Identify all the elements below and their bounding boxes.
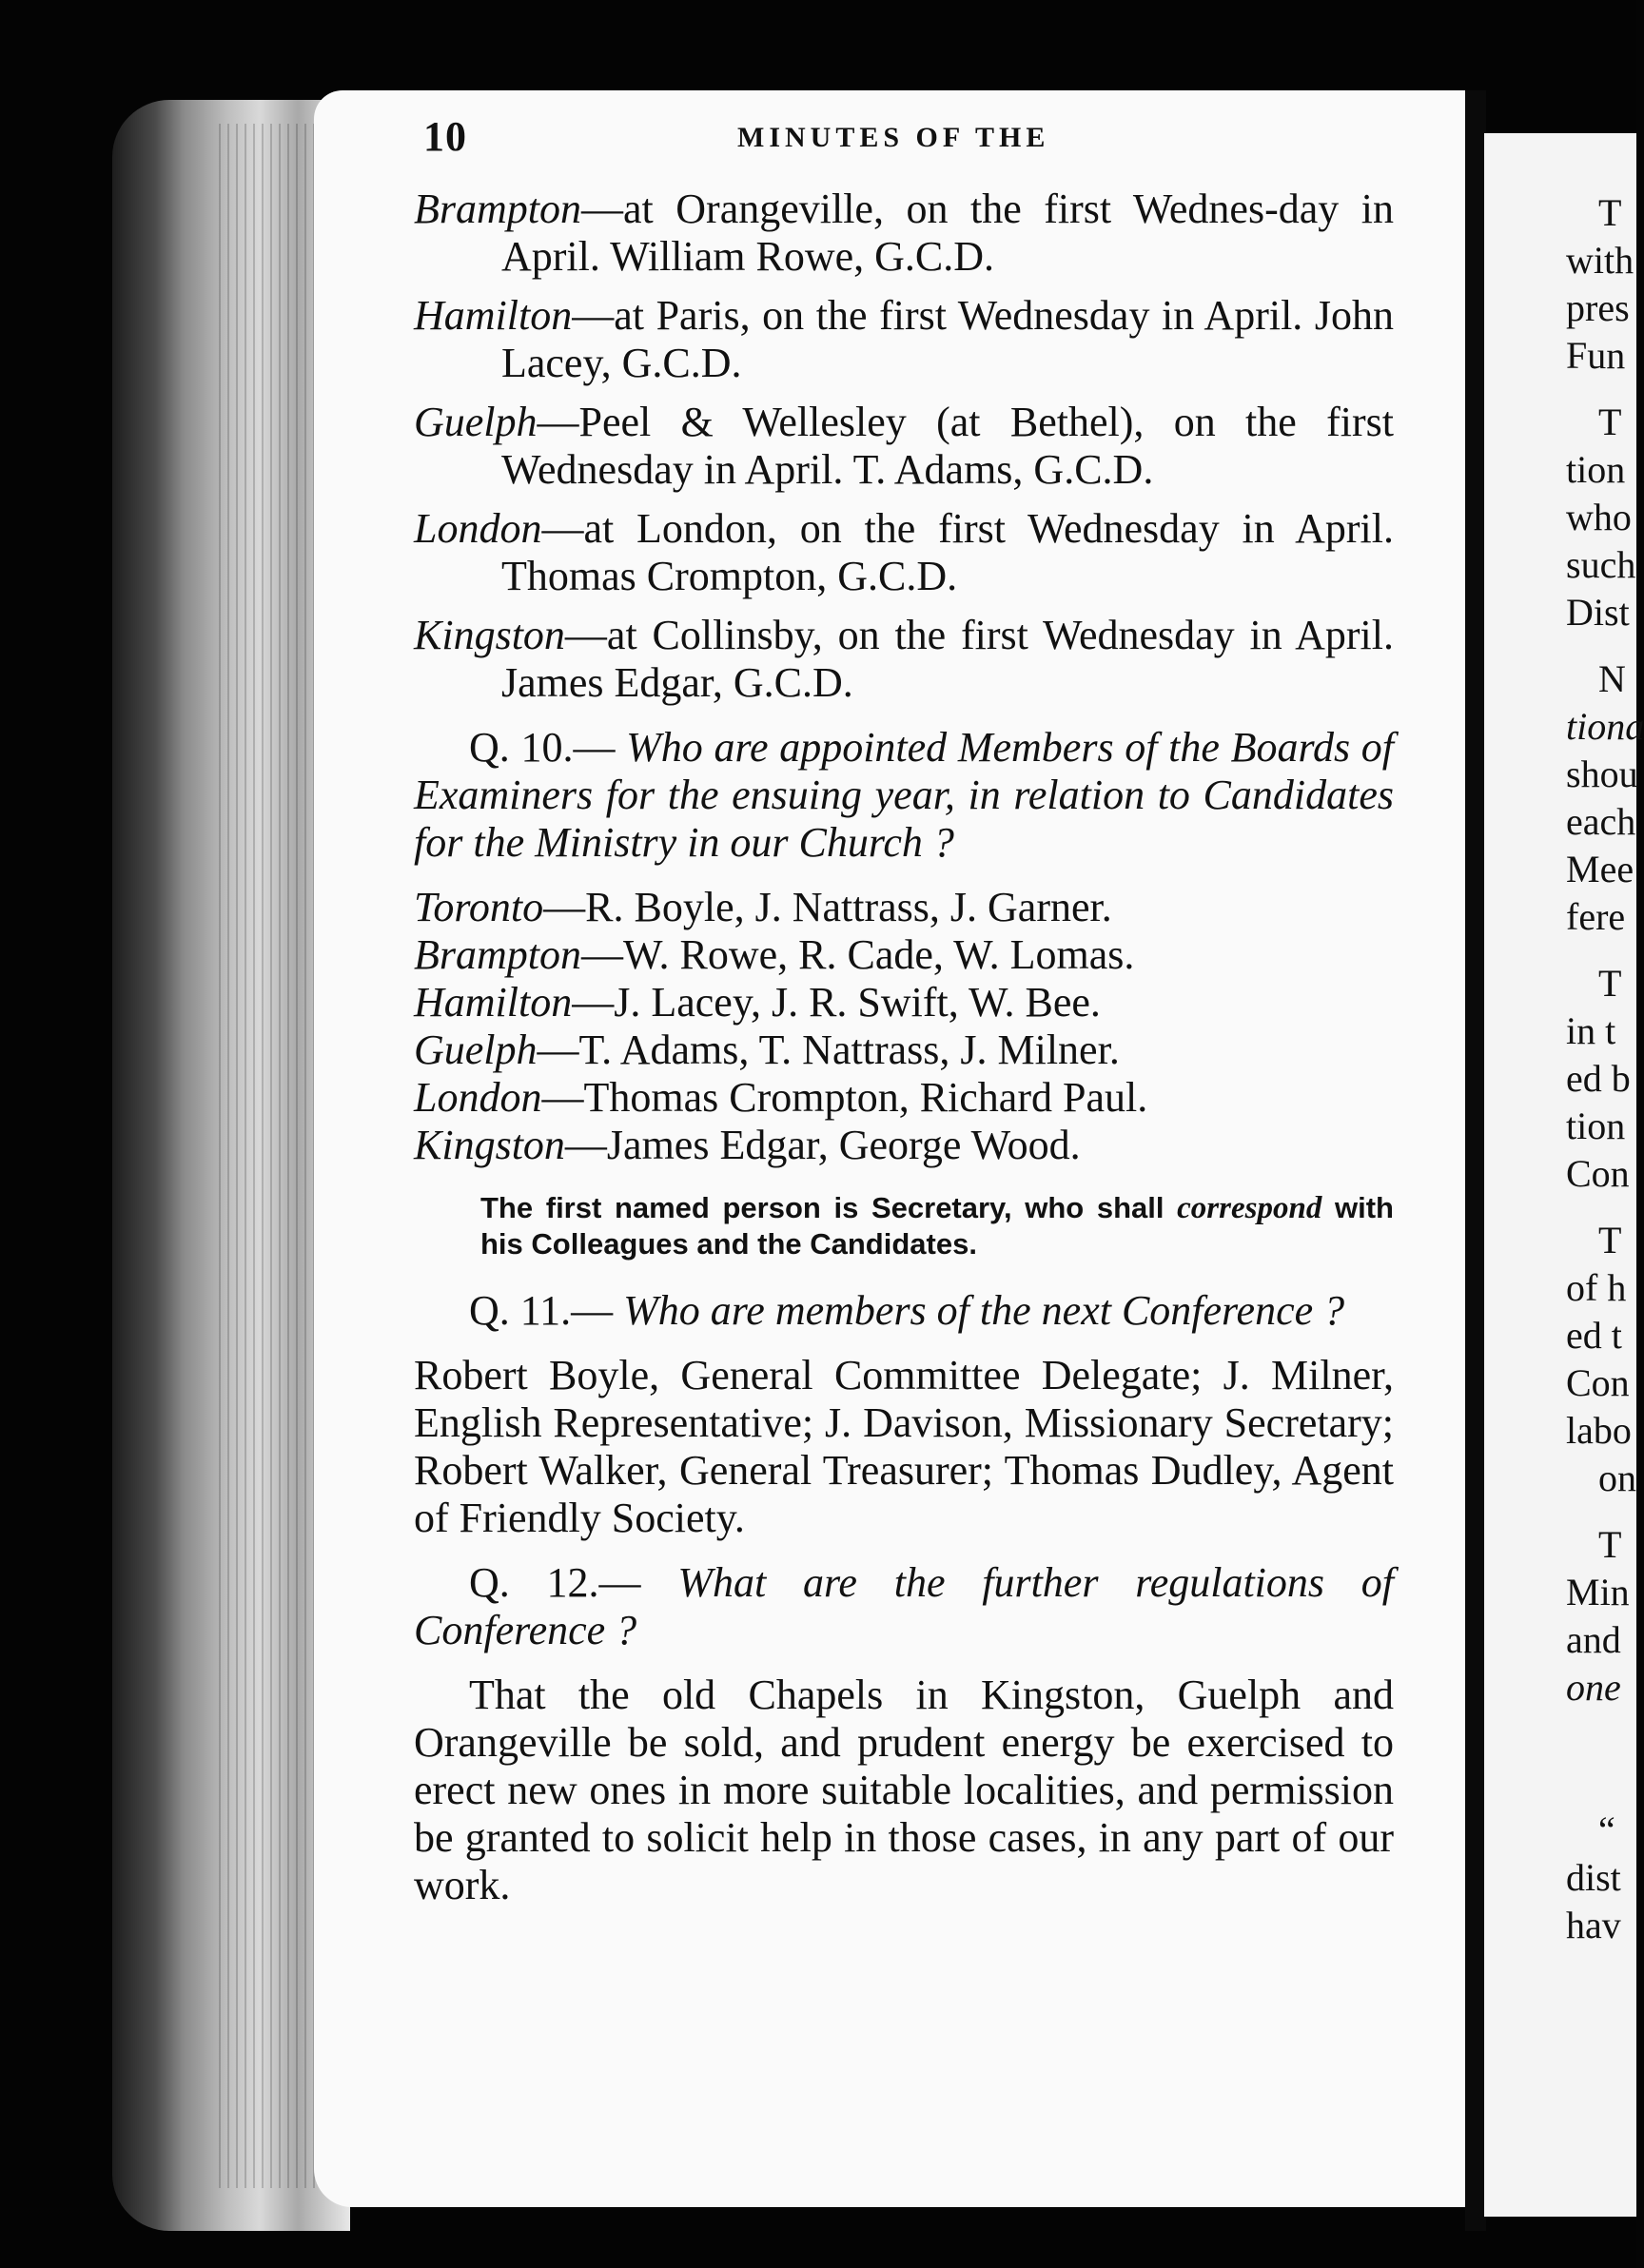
board-entry: Guelph—T. Adams, T. Nattrass, J. Milner. bbox=[414, 1026, 1120, 1073]
right-page-text-fragment: Con bbox=[1566, 1361, 1630, 1404]
right-page-text-fragment: in t bbox=[1566, 1009, 1616, 1052]
right-page-fragment bbox=[1484, 133, 1644, 2217]
meeting-entry: London—at London, on the first Wednesday in April. Thomas Crompton, G.C.D. bbox=[414, 505, 1394, 599]
board-entry: Hamilton—J. Lacey, J. R. Swift, W. Bee. bbox=[414, 979, 1101, 1026]
right-page-text-fragment: N bbox=[1598, 657, 1626, 700]
right-page-text-fragment: T bbox=[1598, 962, 1622, 1005]
board-entry: London—Thomas Crompton, Richard Paul. bbox=[414, 1074, 1148, 1121]
right-page-text-fragment: Con bbox=[1566, 1152, 1630, 1195]
question-12: Q. 12.— What are the further regulations of Conference ? bbox=[414, 1559, 1395, 1653]
right-page-text-fragment: such bbox=[1566, 543, 1636, 586]
board-entry: Kingston—James Edgar, George Wood. bbox=[414, 1122, 1081, 1168]
right-page-text-fragment: pres bbox=[1566, 286, 1630, 329]
board-entry: Brampton—W. Rowe, R. Cade, W. Lomas. bbox=[414, 931, 1135, 978]
meetings-list bbox=[414, 186, 1394, 707]
right-page-text-fragment: hav bbox=[1566, 1904, 1621, 1946]
right-page-text-fragment: each bbox=[1566, 800, 1636, 843]
right-page-text-fragment: on bbox=[1598, 1457, 1636, 1499]
book-gutter bbox=[1465, 90, 1486, 2231]
board-entry: Toronto—R. Boyle, J. Nattrass, J. Garner. bbox=[414, 884, 1112, 930]
right-page-text-fragment: T bbox=[1598, 1219, 1622, 1261]
right-page-text-fragment: Dist bbox=[1566, 591, 1630, 634]
right-page-text-fragment: fere bbox=[1566, 895, 1626, 938]
right-page-text-fragment: and bbox=[1566, 1618, 1621, 1661]
right-page-text-fragment: Mee bbox=[1566, 848, 1634, 890]
meeting-entry: Brampton—at Orangeville, on the first Wednes-day in April. William Rowe, G.C.D. bbox=[414, 186, 1394, 280]
regulations-paragraph: That the old Chapels in Kingston, Guelph and Orangeville be sold, and prudent energy be exercised to erect new ones in more suitable localities, and permission be granted to solicit help in those cases, in any part of our work. bbox=[414, 1672, 1394, 1908]
right-page-text-fragment: “ bbox=[1598, 1809, 1615, 1851]
right-page-text-fragment: tion bbox=[1566, 448, 1626, 491]
members-paragraph: Robert Boyle, General Committee Delegate; J. Milner, English Representative; J. Davison, Missionary Secretary; Robert Walker, General Treasurer; Thomas Dudley, Agent of Friendly Society. bbox=[414, 1352, 1394, 1541]
right-page-text-fragment: dist bbox=[1566, 1856, 1621, 1899]
right-page-text-fragment: ed t bbox=[1566, 1314, 1622, 1357]
right-page-text-fragment: tiona bbox=[1566, 705, 1644, 748]
running-title: MINUTES OF THE bbox=[737, 122, 1050, 153]
running-head bbox=[423, 112, 1413, 160]
right-page-text-fragment: who bbox=[1566, 496, 1632, 538]
secretary-note: The first named person is Secretary, who shall correspond with his Colleagues and the Candidates. bbox=[480, 1191, 1394, 1261]
right-page-text-fragment: with bbox=[1566, 239, 1634, 282]
right-page-text-fragment: Min bbox=[1566, 1571, 1630, 1613]
right-page-text-fragment: T bbox=[1598, 401, 1622, 443]
question-11: Q. 11.— Who are members of the next Conference ? bbox=[469, 1287, 1345, 1334]
right-page-text-fragment: T bbox=[1598, 1523, 1622, 1566]
right-page-text-fragment: labo bbox=[1566, 1409, 1632, 1452]
right-page-text-fragment: ed b bbox=[1566, 1057, 1631, 1100]
right-page-text-fragment: one bbox=[1566, 1666, 1621, 1709]
meeting-entry: Hamilton—at Paris, on the first Wednesday in April. John Lacey, G.C.D. bbox=[414, 292, 1394, 386]
meeting-entry: Kingston—at Collinsby, on the first Wednesday in April. James Edgar, G.C.D. bbox=[414, 612, 1394, 706]
right-page-text-fragment: shou bbox=[1566, 753, 1638, 795]
page-number: 10 bbox=[423, 113, 467, 160]
boards-list bbox=[414, 884, 1394, 1169]
meeting-entry: Guelph—Peel & Wellesley (at Bethel), on the first Wednesday in April. T. Adams, G.C.D. bbox=[414, 399, 1394, 493]
question-10: Q. 10.— Who are appointed Members of the Boards of Examiners for the ensuing year, in relation to Candidates for the Ministry in our Church ? bbox=[414, 724, 1395, 866]
right-page-text-fragment: T bbox=[1598, 191, 1622, 234]
page-text bbox=[414, 186, 1394, 1925]
right-page-text-fragment: Fun bbox=[1566, 334, 1626, 377]
right-page-text-fragment: of h bbox=[1566, 1266, 1627, 1309]
right-page-text-fragment: tion bbox=[1566, 1105, 1626, 1147]
